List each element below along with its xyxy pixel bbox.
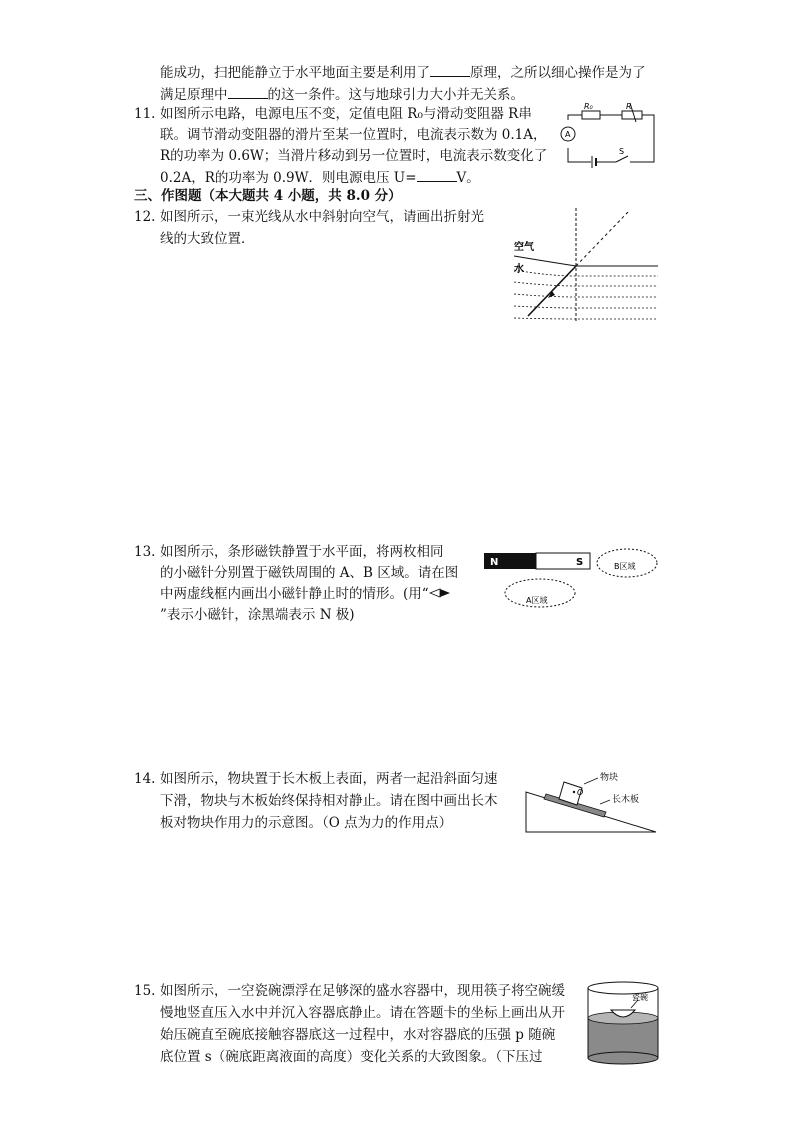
section-title: 三、作图题（本大题共 4 小题，共 8.0 分） — [134, 188, 402, 204]
q15-line-1: 如图所示，一空瓷碗漂浮在足够深的盛水容器中，现用筷子将空碗缓 — [160, 983, 565, 999]
q10-text: 的这一条件。这与地球引力大小并无关系。 — [267, 87, 524, 103]
question-number: 12. — [134, 209, 156, 225]
q10-text: 原理，之所以细心操作是为了 — [470, 65, 646, 81]
magnet-needle-icon — [429, 586, 451, 602]
zone-b-label: B区域 — [614, 562, 636, 571]
q11-line-1: 如图所示电路，电源电压不变，定值电阻 R₀与滑动变阻器 R串 — [160, 106, 532, 122]
q10-text: 能成功，扫把能静立于水平地面主要是利用了 — [160, 65, 430, 81]
q12-line-2: 线的大致位置． — [160, 231, 255, 247]
answer-blank[interactable] — [228, 84, 268, 99]
q11-line-3: R的功率为 0.6W；当滑片移动到另一位置时，电流表示数变化了 — [160, 148, 548, 164]
switch-label: S — [619, 147, 625, 156]
question-number: 11. — [134, 106, 156, 122]
q10-line-2 — [160, 84, 524, 105]
q14-line-2: 下滑，物块与木板始终保持相对静止。请在图中画出长木 — [160, 793, 498, 809]
n-label: N — [490, 557, 499, 568]
q10-line-1 — [160, 62, 646, 83]
board-label: 长木板 — [612, 795, 640, 805]
r-label: R — [626, 102, 632, 111]
incline-figure — [524, 770, 660, 840]
magnet-figure — [482, 545, 662, 615]
q13-line-2: 的小磁针分别置于磁铁周围的 A、B 区域。请在图 — [160, 565, 459, 581]
q14-line-3: 板对物块作用力的示意图。（O 点为力的作用点） — [160, 815, 453, 831]
answer-blank[interactable] — [417, 167, 457, 182]
q15-line-3: 始压碗直至碗底接触容器底这一过程中，水对容器底的压强 p 随碗 — [160, 1027, 556, 1043]
o-label: O — [577, 788, 584, 797]
r0-label: R₀ — [584, 102, 593, 111]
ammeter-label: A — [565, 130, 571, 139]
q11-line-2: 联。调节滑动变阻器的滑片至某一位置时，电流表示数为 0.1A， — [160, 127, 547, 143]
q10-text: 满足原理中 — [160, 87, 228, 103]
q13-text: 中两虚线框内画出小磁针静止时的情形。(用“ — [160, 586, 429, 602]
block-label: 物块 — [600, 773, 619, 783]
question-number: 13. — [134, 544, 156, 560]
answer-blank[interactable] — [430, 62, 470, 77]
air-label: 空气 — [514, 242, 534, 253]
circuit-figure — [556, 100, 662, 172]
q11-text: 0.2A，R的功率为 0.9W．则电源电压 U= — [160, 170, 417, 186]
r0-resistor — [582, 111, 600, 119]
q15-line-2: 慢地竖直压入水中并沉入容器底静止。请在答题卡的坐标上画出从开 — [160, 1005, 565, 1021]
q15-line-4: 底位置 s（碗底距离液面的高度）变化关系的大致图象。（下压过 — [160, 1049, 543, 1065]
question-number: 15. — [134, 983, 156, 999]
zone-a-label: A区域 — [526, 596, 548, 605]
q13-line-4: ”表示小磁针，涂黑端表示 N 极) — [160, 607, 355, 623]
question-number: 14. — [134, 771, 156, 787]
refraction-figure — [510, 204, 660, 328]
r-resistor — [622, 111, 642, 119]
bowl-label: 瓷碗 — [632, 993, 648, 1002]
q13-line-3 — [160, 584, 451, 604]
q14-line-1: 如图所示，物块置于长木板上表面，两者一起沿斜面匀速 — [160, 771, 498, 787]
q11-line-4 — [160, 167, 480, 188]
water-label: 水 — [514, 264, 524, 275]
s-label: S — [576, 557, 584, 568]
q13-line-1: 如图所示，条形磁铁静置于水平面，将两枚相同 — [160, 544, 444, 560]
q12-line-1: 如图所示，一束光线从水中斜射向空气，请画出折射光 — [160, 209, 484, 225]
q11-text: V。 — [456, 170, 480, 186]
container-figure — [584, 978, 662, 1070]
